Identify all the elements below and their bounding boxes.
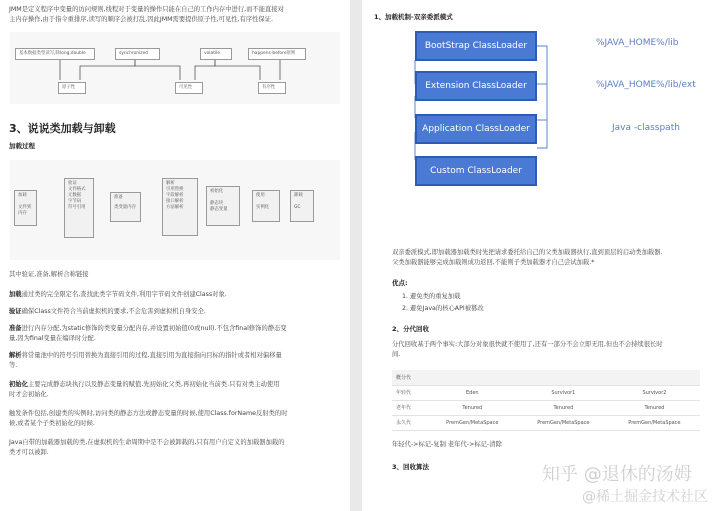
para-trigger: 触发条件包括,创建类的实例时,访问类的静态方法或静态变量的时候,使用Class.forName反射类的时 候,或者某个子类初始化的时候. xyxy=(9,410,288,427)
stage-verify: 验证 文件格式 元数据 字节码 符号引用 xyxy=(64,178,94,238)
subtitle-parent-delegation: 1、加载机制-双亲委派模式 xyxy=(374,13,453,21)
jmm-box-primitive: 基本数据类型读写,除long,double xyxy=(15,48,95,60)
para-verify: 验证确保Class文件符合当前虚拟机的要求,不会危害到虚拟机自身安全. xyxy=(9,308,206,315)
section-title: 3、说说类加载与卸载 xyxy=(9,122,116,135)
bootstrap-path: %JAVA_HOME%/lib xyxy=(596,38,679,48)
watermark-juejin: @稀土掘金技术社区 xyxy=(582,489,708,505)
para-unload: Java自带的加载器加载的类,在虚拟机的生命周期中是不会被卸载的,只有用户自定义的加载器加载的 类才可以被卸. xyxy=(9,439,285,456)
jmm-box-ordering: 有序性 xyxy=(258,82,286,94)
jmm-box-happens-before: happens-before原则 xyxy=(248,48,306,60)
para-prepare: 准备进行内存分配,为static修饰的类变量分配内存,并设置初始值(0或null).不包含final修饰的静态变 量,因为final变量在编译时分配. xyxy=(9,325,287,342)
table-row: 老年代 Tenured Tenured Tenured xyxy=(392,400,700,415)
advantage-2: 2. 避免Java的核心API被篡改 xyxy=(402,305,484,312)
linking-note: 其中验证,准备,解析合称链接 xyxy=(9,271,89,278)
generational-desc: 分代回收基于两个事实:大部分对象很快就不使用了,还有一部分不会立即无用,但也不会持续很长时 间. xyxy=(392,341,663,358)
process-title: 加载过程 xyxy=(9,142,35,150)
bootstrap-classloader: BootStrap ClassLoader xyxy=(415,31,537,61)
extension-classloader: Extension ClassLoader xyxy=(415,71,537,101)
right-page xyxy=(362,0,720,511)
jmm-box-synchronized: synchronized xyxy=(115,48,160,60)
para-load: 加载通过类的完全限定名,查找此类字节码文件,利用字节码文件创建Class对象. xyxy=(9,291,227,298)
application-path: Java -classpath xyxy=(612,123,680,133)
para-resolve: 解析将常量池中的符号引用替换为直接引用的过程.直接引用为直接指向目标的指针或者相对偏移量 等. xyxy=(9,352,282,369)
stage-resolve: 解析 引用替换 字段解析 接口解析 方法解析 xyxy=(162,178,198,236)
custom-classloader: Custom ClassLoader xyxy=(415,156,537,186)
stage-unload: 卸载 GC xyxy=(290,190,314,222)
para-init: 初始化主要完成静态块执行以及静态变量的赋值.先初始化父类,再初始化当前类.只有对类主动使用 时才会初始化. xyxy=(9,381,280,398)
application-classloader: Application ClassLoader xyxy=(415,114,537,144)
stage-prepare: 准备 类变量内存 xyxy=(110,192,141,222)
delegation-desc: 双亲委派模式,即加载器加载类时先把请求委托给自己的父类加载器执行,直到顶层的启动类加载器. 父类加载器能够完成加载则成功返回,不能则子类加载器才自己尝试加载.* xyxy=(392,249,663,266)
jmm-box-visibility: 可见性 xyxy=(175,82,203,94)
extension-path: %JAVA_HOME%/lib/ext xyxy=(596,80,696,90)
left-page xyxy=(0,0,350,511)
advantage-1: 1. 避免类的重复加载 xyxy=(402,293,461,300)
table-header: 概分代 xyxy=(392,370,700,385)
gc-algorithm-line: 年轻代->标记-复制 老年代->标记-清除 xyxy=(392,441,502,448)
jmm-box-atomicity: 原子性 xyxy=(58,82,86,94)
subtitle-gc-algorithms: 3、回收算法 xyxy=(392,463,430,471)
subtitle-generational-gc: 2、分代回收 xyxy=(392,325,430,333)
generation-table xyxy=(392,370,700,431)
advantages-title: 优点: xyxy=(392,279,408,287)
stage-init: 初始化 静态块 静态变量 xyxy=(206,186,240,226)
jmm-box-volatile: volatile xyxy=(200,48,232,60)
stage-load: 加载 文件到内存 xyxy=(14,190,37,226)
watermark-zhihu: 知乎 @退休的汤姆 xyxy=(542,464,692,485)
table-row: 永久代 PremGen/MetaSpace PremGen/MetaSpace PremGen/MetaSpace xyxy=(392,415,700,430)
intro-line-1: JMM是定义程序中变量的访问规则,线程对于变量的操作只能在自己的工作内存中进行,而不能直接对 xyxy=(9,6,284,13)
table-row: 年轻代 Eden Survivor1 Survivor2 xyxy=(392,385,700,400)
stage-use: 使用 实例化 xyxy=(252,190,280,222)
intro-line-2: 主内存操作,由于指令重排序,读写的顺序会被打乱,因此JMM需要提供原子性,可见性,有序性保证. xyxy=(9,16,274,23)
